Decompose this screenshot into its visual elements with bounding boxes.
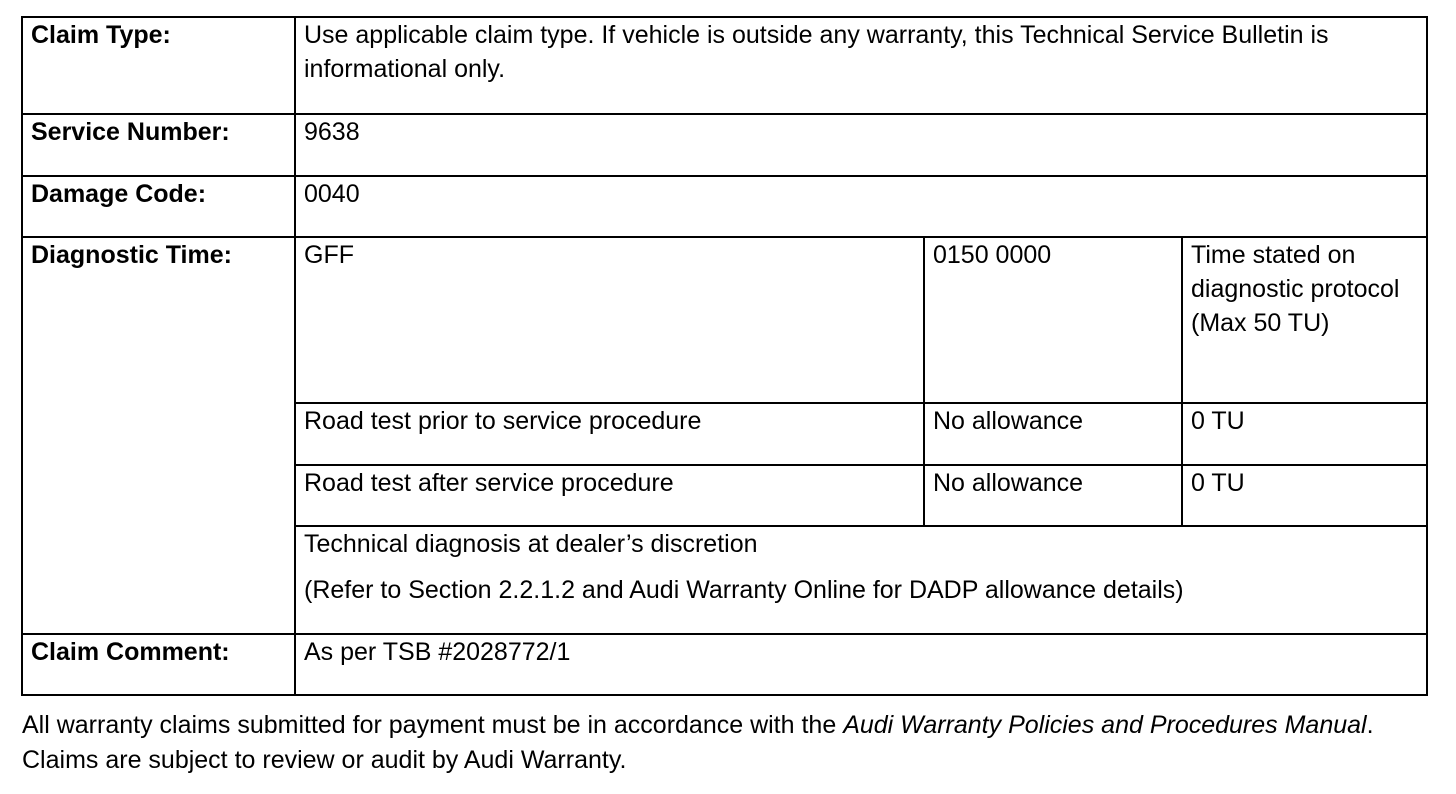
damage-code-label: Damage Code: [22, 176, 295, 237]
claim-comment-value: As per TSB #2028772/1 [295, 634, 1427, 695]
service-number-value: 9638 [295, 114, 1427, 176]
warranty-claim-table [21, 16, 1428, 696]
claim-type-label: Claim Type: [22, 17, 295, 114]
road-test-after-time: 0 TU [1182, 465, 1427, 526]
warranty-footer-note [22, 708, 1432, 778]
diagnostic-time-row [22, 237, 1427, 403]
road-test-after-description: Road test after service procedure [295, 465, 924, 526]
road-test-prior-description: Road test prior to service procedure [295, 403, 924, 465]
technical-diagnosis-line1: Technical diagnosis at dealer’s discretion [304, 530, 758, 558]
claim-comment-row [22, 634, 1427, 695]
footer-text-before: All warranty claims submitted for payment must be in accordance with the [22, 711, 844, 739]
damage-code-row [22, 176, 1427, 237]
claim-type-row [22, 17, 1427, 114]
service-number-label: Service Number: [22, 114, 295, 176]
diagnostic-code: 0150 0000 [924, 237, 1182, 403]
diagnostic-time-label: Diagnostic Time: [22, 237, 295, 634]
diagnostic-time-value: Time stated on diagnostic protocol (Max 50 TU) [1182, 237, 1427, 403]
footer-text-after: . Claims are subject to review or audit by Audi Warranty. [22, 711, 1374, 774]
claim-comment-label: Claim Comment: [22, 634, 295, 695]
service-number-row [22, 114, 1427, 176]
footer-manual-title: Audi Warranty Policies and Procedures Manual [843, 711, 1367, 739]
technical-diagnosis-note [295, 526, 1427, 634]
road-test-after-code: No allowance [924, 465, 1182, 526]
dadp-allowance-reference: (Refer to Section 2.2.1.2 and Audi Warranty Online for DADP allowance details) [304, 576, 1184, 604]
diagnostic-description: GFF [295, 237, 924, 403]
road-test-prior-time: 0 TU [1182, 403, 1427, 465]
road-test-prior-code: No allowance [924, 403, 1182, 465]
claim-type-value: Use applicable claim type. If vehicle is outside any warranty, this Technical Service Bulletin is informational only. [295, 17, 1427, 114]
damage-code-value: 0040 [295, 176, 1427, 237]
